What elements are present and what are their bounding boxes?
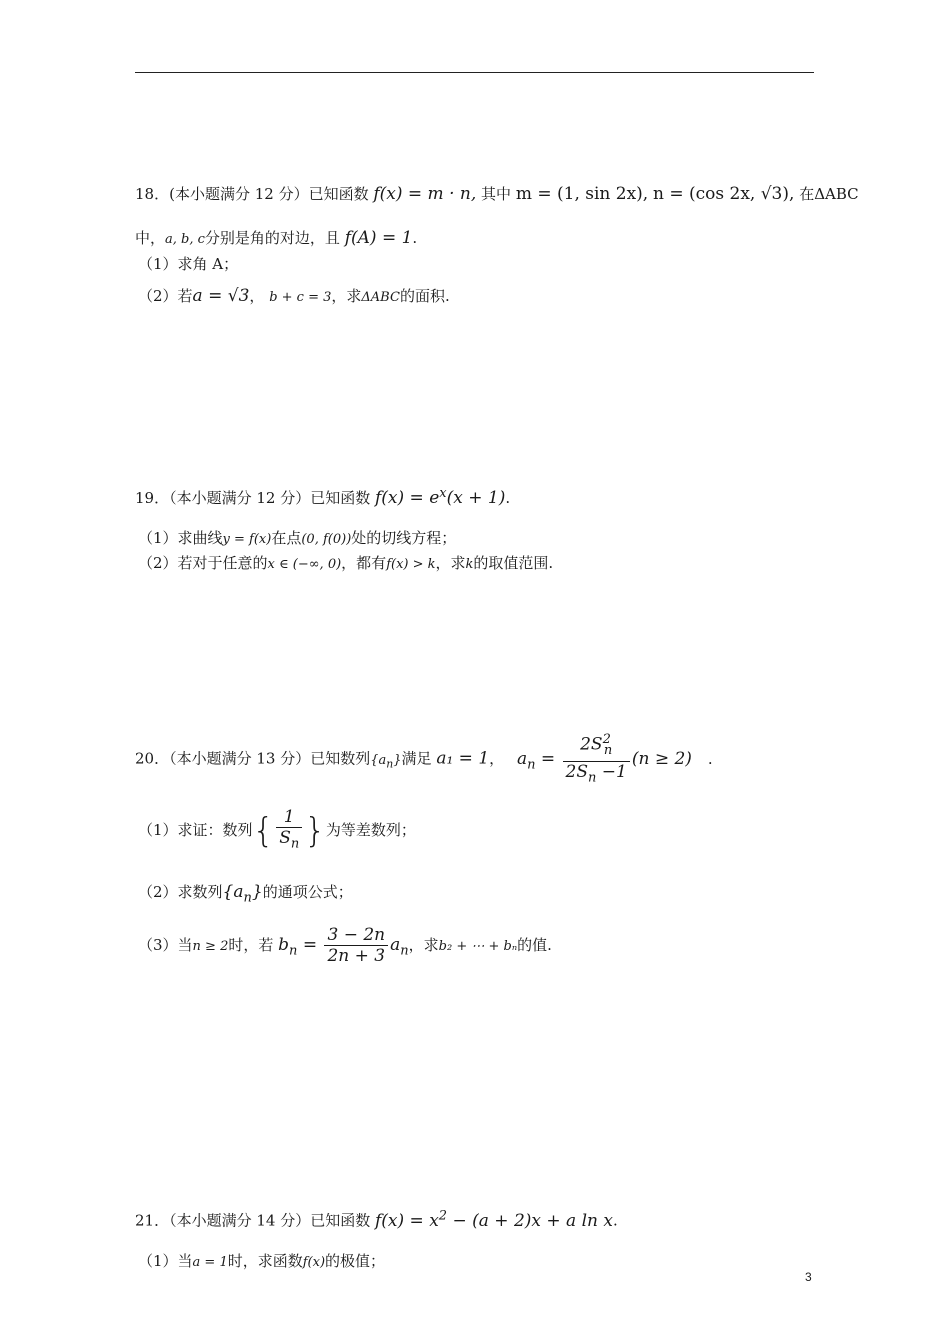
q20-p3a: （3）当 (138, 936, 193, 954)
q18-part2 (138, 286, 450, 308)
q20-p2a: （2）求数列 (138, 883, 223, 901)
q18-vector-n: n = (cos 2x, √3), (653, 184, 795, 204)
q18-line2 (135, 228, 417, 250)
q19-p2a: （2）若对于任意的 (138, 554, 268, 572)
q21-part1 (138, 1251, 385, 1273)
q18-l2a: 中， (135, 229, 166, 247)
q18-p2-condition: b + c = 3 (269, 290, 332, 305)
q18-sides: a, b, c (165, 232, 205, 247)
q20-p3b: 时，若 (228, 936, 274, 954)
q20-lead: 20．（本小题满分 13 分）已知数列 (135, 749, 371, 768)
q20-recurrence: $a_n$ = $\frac{2S^2_n}{2S_n -1}$ (n ≥ 2) (517, 749, 692, 769)
q19-lead: 19．（本小题满分 12 分）已知函数 (135, 489, 371, 507)
q19-p2d: 的取值范围. (473, 554, 554, 572)
q20-a1: a₁ = 1 (436, 748, 490, 769)
q20-p1b: 为等差数列； (325, 821, 416, 839)
q21-f: f(x) (302, 1255, 326, 1270)
q20-mid: 满足 (401, 749, 432, 768)
q21-p1a: （1）当 (138, 1252, 193, 1270)
q18-l2b: 分别是角的对边，且 (204, 229, 340, 247)
q18-part1: （1）求角 A； (138, 255, 239, 273)
q20-line1 (135, 730, 713, 788)
q19-line1 (135, 484, 510, 508)
q20-p3e: 的值. (517, 936, 552, 954)
q20-sequence: $\{a_n\}$ (370, 752, 402, 771)
q18-function: f(x) = m · n, (373, 184, 477, 204)
q20-p3d: 求 (423, 936, 439, 954)
q19-p2c: ，求 (435, 554, 466, 572)
q21-p1c: 的极值； (325, 1252, 386, 1270)
q20-p1a: （1）求证：数列 (138, 821, 253, 839)
q18-mid: 其中 (481, 185, 512, 203)
q21-lead: 21．（本小题满分 14 分）已知函数 (135, 1211, 371, 1230)
q19-part2 (138, 553, 553, 575)
q19-p1a: （1）求曲线 (138, 529, 223, 547)
q19-end: . (505, 489, 511, 507)
q18-lead: 18．(本小题满分 12 分）已知函数 (135, 185, 369, 203)
q19-function-tail: (x + 1) (446, 488, 506, 508)
q20-part3 (138, 924, 552, 972)
q19-inequality: f(x) > k (386, 557, 436, 572)
q18-condition: f(A) = 1 (344, 228, 413, 248)
q21-end: . (612, 1211, 618, 1230)
q20-fraction: $\frac{2S^2_n}{2S_n -1}$ (563, 730, 630, 788)
q20-part2 (138, 878, 353, 912)
q18-l2c: . (412, 229, 418, 247)
q18-triangle: 在ΔABC (799, 185, 859, 203)
q19-exponent: x (439, 486, 447, 501)
page-number: 3 (805, 1270, 812, 1284)
q20-p3c: ， (408, 936, 424, 954)
q19-p1c: 处的切线方程； (351, 529, 457, 547)
q20-sum: b₂ + ⋯ + bₙ (438, 939, 518, 954)
q18-p2d: 的面积. (399, 287, 450, 305)
q19-function: f(x) = e (375, 488, 440, 508)
q19-domain: x ∈ (−∞, 0) (267, 557, 342, 572)
q20-bn-definition: $b_n$ = $\frac{3 - 2n}{2n + 3}$ $a_n$ (278, 925, 409, 966)
q20-p2-sequence: $\{a_n\}$ (222, 882, 263, 906)
q19-k: k (465, 557, 474, 572)
q18-vector-m: m = (1, sin 2x), (515, 184, 649, 204)
q20-p2b: 的通项公式； (262, 883, 353, 901)
q18-p2b: ， (249, 287, 265, 305)
q20-end: . (707, 749, 713, 768)
q18-p2-triangle: ΔABC (361, 290, 400, 305)
q20-part1 (138, 800, 416, 861)
q19-point: (0, f(0)) (301, 532, 352, 547)
q21-condition: a = 1 (192, 1255, 228, 1270)
q18-p2-a-value: a = √3 (192, 286, 250, 306)
q19-part1 (138, 528, 456, 550)
q19-p2b: ，都有 (341, 554, 387, 572)
q20-p3-condition: n ≥ 2 (192, 939, 229, 954)
q20-reciprocal: $\frac{1}{S_n}$ (276, 807, 302, 854)
q19-curve: y = f(x) (222, 532, 272, 547)
q19-p1b: 在点 (271, 529, 302, 547)
q20-comma: ， (489, 749, 505, 768)
q18-p2a: （2）若 (138, 287, 193, 305)
q21-function: $f(x) = x^2 - (a + 2)x + a$ ln x (375, 1208, 613, 1231)
right-brace-icon: } (304, 811, 326, 851)
q21-line1 (135, 1206, 618, 1231)
q18-line1 (135, 184, 859, 204)
q21-p1b: 时，求函数 (227, 1252, 303, 1270)
q18-p2c: ，求 (331, 287, 362, 305)
left-brace-icon: { (252, 811, 275, 851)
header-rule (135, 72, 814, 73)
